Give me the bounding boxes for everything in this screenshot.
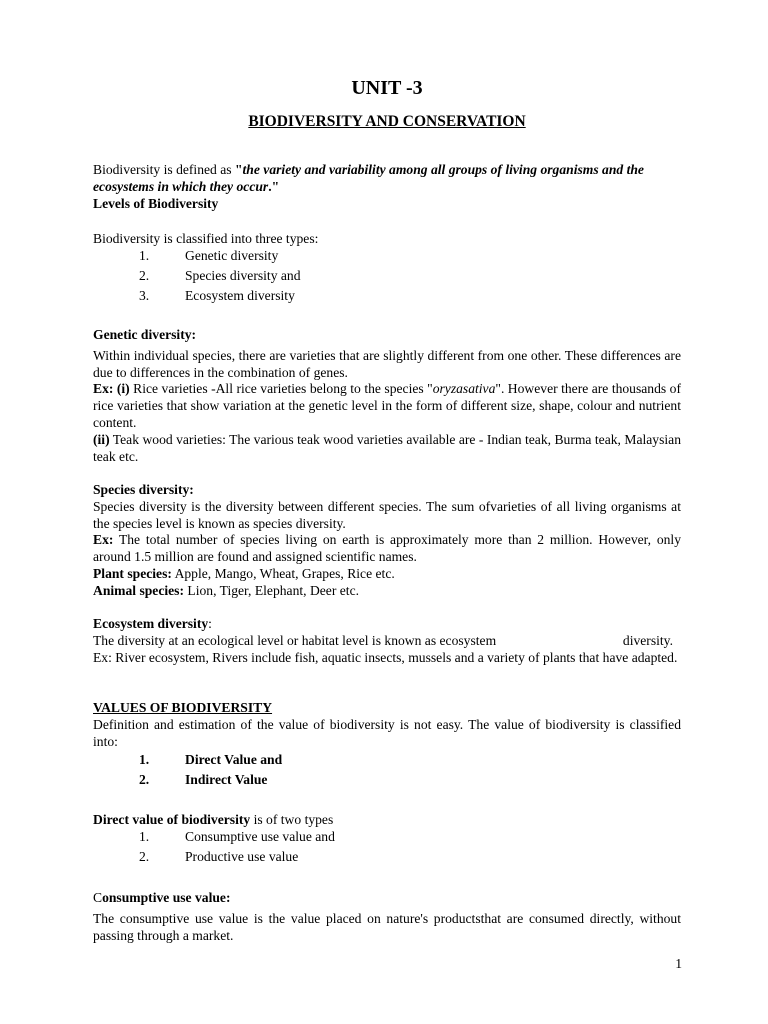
intro-section	[93, 162, 681, 212]
species-example	[93, 532, 681, 566]
example-label: Ex:	[93, 532, 114, 548]
genetic-body: Within individual species, there are varieties that are slightly different from one other. These differences are due to differences in the combination of genes.	[93, 347, 681, 380]
list-number: 2.	[139, 772, 150, 788]
species-section	[93, 482, 681, 600]
list-number: 2.	[139, 848, 150, 864]
example-text: ". However there are thousands of rice varieties that show variation at the genetic level in the form of different size, shape, colour and nutrient content.	[93, 381, 681, 430]
consumptive-heading	[93, 890, 681, 907]
genetic-example-1	[93, 381, 681, 431]
direct-value-heading: Direct value of biodiversity	[93, 812, 251, 827]
classified-text: Biodiversity is classified into three types:	[93, 231, 319, 246]
list-item	[93, 286, 681, 306]
quote-open: "	[234, 162, 243, 177]
list-label: Productive use value	[185, 848, 299, 864]
types-list	[93, 246, 681, 306]
ecosystem-body-b: diversity.	[622, 632, 673, 648]
list-item	[93, 266, 681, 286]
list-label: Genetic diversity	[185, 247, 279, 263]
list-label: Consumptive use value and	[185, 828, 335, 844]
ecosystem-heading-line	[93, 616, 681, 633]
direct-value-section	[93, 812, 681, 867]
list-item	[93, 246, 681, 266]
example-label: Ex: (i)	[93, 381, 130, 397]
values-list	[93, 750, 681, 790]
values-section	[93, 700, 681, 790]
page-number: 1	[675, 956, 682, 971]
animal-species-text: Lion, Tiger, Elephant, Deer etc.	[184, 582, 359, 598]
definition-text: the variety and variability among all groups of living organisms and the ecosystems in which they occur	[93, 162, 644, 194]
unit-title: UNIT -3	[351, 77, 423, 99]
list-number: 3.	[139, 287, 150, 303]
example-text: The total number of species living on earth is approximately more than 2 million. However, only around 1.5 million are found and assigned scientific names.	[93, 532, 681, 565]
ecosystem-section	[93, 616, 681, 666]
list-label: Ecosystem diversity	[185, 287, 295, 303]
list-label: Species diversity and	[185, 267, 301, 283]
list-number: 2.	[139, 267, 150, 283]
plant-species-line	[93, 566, 681, 583]
document-title: BIODIVERSITY AND CONSERVATION	[248, 113, 526, 130]
list-number: 1.	[139, 247, 150, 263]
species-heading: Species diversity:	[93, 482, 194, 497]
animal-species-line	[93, 583, 681, 600]
genetic-example-2	[93, 432, 681, 466]
consumptive-body: The consumptive use value is the value placed on nature's productsthat are consumed directly, without passing through a market.	[93, 910, 681, 943]
list-number: 1.	[139, 828, 150, 844]
genetic-heading: Genetic diversity:	[93, 327, 197, 342]
list-item	[93, 827, 681, 847]
classification-section	[93, 231, 681, 306]
ecosystem-heading: Ecosystem diversity	[93, 616, 209, 631]
direct-value-list	[93, 827, 681, 867]
plant-species-text: Apple, Mango, Wheat, Grapes, Rice etc.	[171, 565, 395, 581]
list-item	[93, 770, 681, 790]
list-item	[93, 750, 681, 770]
species-name: oryzasativa	[432, 381, 496, 397]
values-body: Definition and estimation of the value of biodiversity is not easy. The value of biodiversity is classified into:	[93, 716, 681, 749]
animal-species-label: Animal species:	[93, 582, 184, 598]
species-body: Species diversity is the diversity between different species. The sum ofvarieties of all living organisms at the species level is known as species diversity.	[93, 498, 681, 531]
list-number: 1.	[139, 752, 150, 768]
list-label: Indirect Value	[185, 772, 268, 788]
list-item	[93, 847, 681, 867]
example-text: Rice varieties -All rice varieties belong to the species "	[129, 381, 433, 397]
genetic-section	[93, 327, 681, 465]
ecosystem-example: Ex: River ecosystem, Rivers include fish, aquatic insects, mussels and a variety of plants that have adapted.	[93, 649, 678, 665]
quote-close: ."	[268, 178, 280, 194]
ecosystem-body	[93, 633, 681, 650]
direct-value-heading-rest: is of two types	[250, 812, 334, 827]
definition-prefix: Biodiversity is defined as	[93, 162, 235, 177]
plant-species-label: Plant species:	[93, 565, 172, 581]
ecosystem-heading-colon: :	[208, 616, 212, 631]
consumptive-heading-initial: C	[93, 890, 103, 905]
levels-heading: Levels of Biodiversity	[93, 195, 219, 211]
consumptive-section	[93, 890, 681, 944]
values-heading: VALUES OF BIODIVERSITY	[93, 700, 273, 715]
example-text: Teak wood varieties: The various teak wood varieties available are - Indian teak, Burma teak, Malaysian teak etc.	[93, 431, 681, 464]
definition-paragraph	[93, 162, 681, 196]
example-label: (ii)	[93, 431, 110, 447]
list-label: Direct Value and	[185, 752, 283, 768]
consumptive-heading-rest: onsumptive use value:	[102, 890, 231, 905]
ecosystem-body-a: The diversity at an ecological level or habitat level is known as ecosystem	[93, 632, 497, 648]
